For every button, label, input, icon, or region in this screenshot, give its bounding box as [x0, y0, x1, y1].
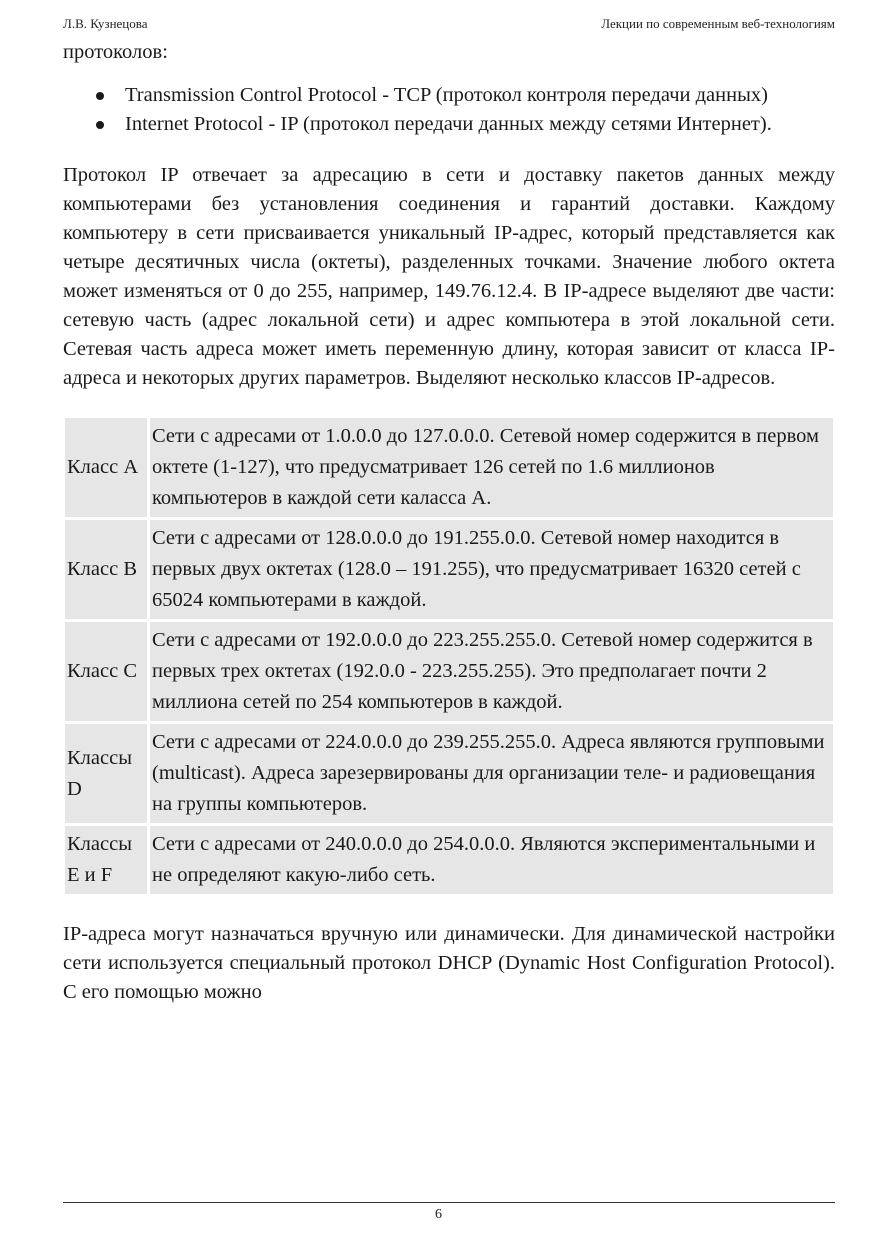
intro-fragment: протоколов: [63, 41, 168, 63]
list-item [63, 110, 835, 139]
table-row [65, 520, 833, 619]
header-course-title: Лекции по современным веб-технологиям [601, 16, 835, 31]
class-description-cell: Сети с адресами от 240.0.0.0 до 254.0.0.0. Являются экспериментальными и не определяют какую-либо сеть. [150, 826, 833, 894]
list-item-text: Transmission Control Protocol - TCP (протокол контроля передачи данных) [125, 84, 768, 106]
page-number: 6 [435, 1207, 442, 1222]
class-description-cell: Сети с адресами от 224.0.0.0 до 239.255.255.0. Адреса являются групповыми (multicast). Адреса зарезервированы для организации теле- и радиовещания на группы компьютеров. [150, 724, 833, 823]
class-name-cell: Классы E и F [65, 826, 147, 894]
table-row [65, 622, 833, 721]
table-row [65, 826, 833, 894]
table-row [65, 418, 833, 517]
class-description-cell: Сети с адресами от 1.0.0.0 до 127.0.0.0. Сетевой номер содержится в первом октете (1-127), что предусматривает 126 сетей по 1.6 миллионов компьютеров в каждой сети каласса А. [150, 418, 833, 517]
class-name-cell: Класс A [65, 418, 147, 517]
class-name-cell: Класс B [65, 520, 147, 619]
bullet-icon [96, 121, 104, 129]
table-row [65, 724, 833, 823]
footer-divider [63, 1202, 835, 1203]
page-header [63, 16, 835, 34]
list-item-text: Internet Protocol - IP (протокол передачи данных между сетями Интернет). [125, 113, 772, 135]
class-description-cell: Сети с адресами от 192.0.0.0 до 223.255.255.0. Сетевой номер содержится в первых трех октетах (192.0.0 - 223.255.255). Это предполагает почти 2 миллиона сетей по 254 компьютеров в каждой. [150, 622, 833, 721]
class-description-cell: Сети с адресами от 128.0.0.0 до 191.255.0.0. Сетевой номер находится в первых двух октетах (128.0 – 191.255), что предусматривает 16320 сетей с 65024 компьютерами в каждой. [150, 520, 833, 619]
page-content [63, 38, 835, 1007]
class-name-cell: Класс C [65, 622, 147, 721]
class-name-cell: Классы D [65, 724, 147, 823]
list-item [63, 81, 835, 110]
header-author: Л.В. Кузнецова [63, 16, 148, 31]
dhcp-paragraph: IP-адреса могут назначаться вручную или динамически. Для динамической настройки сети используется специальный протокол DHCP (Dynamic Host Configuration Protocol). С его помощью можно [63, 923, 835, 1003]
bullet-icon [96, 92, 104, 100]
protocol-list [63, 81, 835, 139]
ip-classes-table [62, 415, 836, 897]
ip-paragraph: Протокол IP отвечает за адресацию в сети и доставку пакетов данных между компьютерами без установления соединения и гарантий доставки. Каждому компьютеру в сети присваивается уникальный IP-адрес, который представляется как четыре десятичных числа (октеты), разделенных точками. Значение любого октета может изменяться от 0 до 255, например, 149.76.12.4. В IP-адресе выделяют две части: сетевую часть (адрес локальной сети) и адрес компьютера в этой локальной сети. Сетевая часть адреса может иметь переменную длину, которая зависит от класса IP-адреса и некоторых других параметров. Выделяют несколько классов IP-адресов. [63, 164, 835, 389]
